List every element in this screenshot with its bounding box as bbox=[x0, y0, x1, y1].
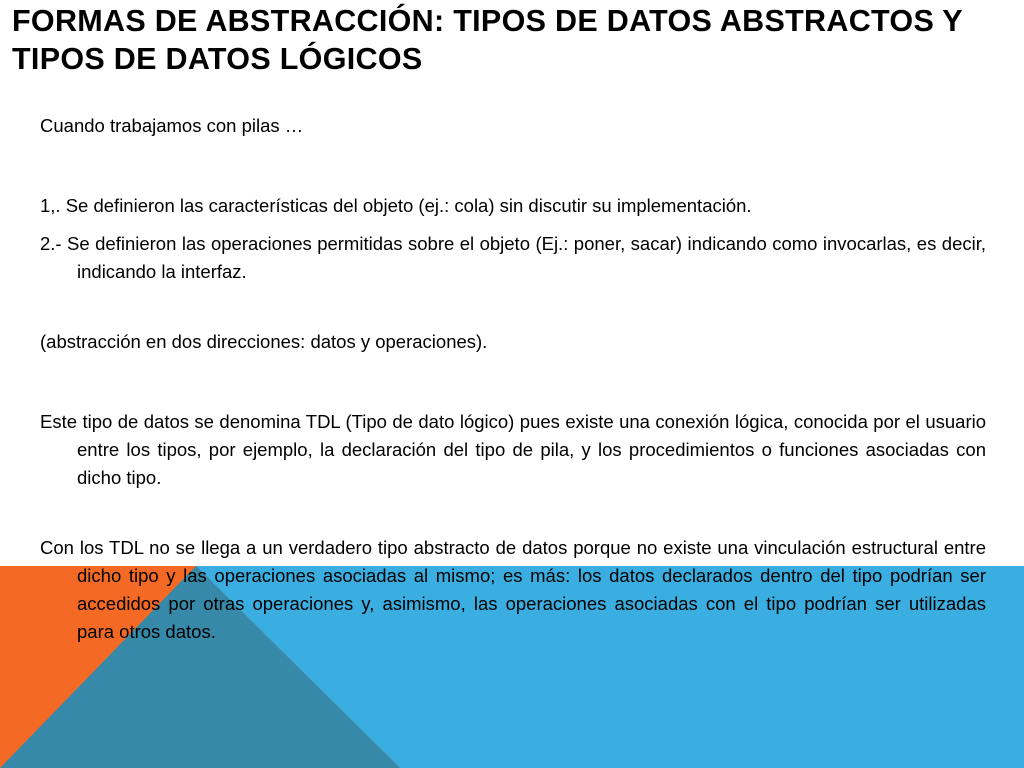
tdl-definition-paragraph: Este tipo de datos se denomina TDL (Tipo de dato lógico) pues existe una conexión lógica, conocida por el usuario entre los tipos, por ejemplo, la declaración del tipo de pila, y los procedimientos o funciones asociadas con dicho tipo. bbox=[40, 411, 986, 488]
intro-paragraph: Cuando trabajamos con pilas … bbox=[40, 115, 304, 136]
slide-body bbox=[40, 112, 986, 646]
slide-title: FORMAS DE ABSTRACCIÓN: TIPOS DE DATOS ABSTRACTOS Y TIPOS DE DATOS LÓGICOS bbox=[12, 4, 963, 76]
tdl-limitation-paragraph: Con los TDL no se llega a un verdadero tipo abstracto de datos porque no existe una vinculación estructural entre dicho tipo y las operaciones asociadas al mismo; es más: los datos declarados dentro del tipo podrían ser accedidos por otras operaciones y, asimismo, las operaciones asociadas con el tipo podrían ser utilizadas para otros datos. bbox=[40, 537, 986, 642]
point-1-paragraph: 1,. Se definieron las características del objeto (ej.: cola) sin discutir su implementación. bbox=[40, 195, 752, 216]
point-2-paragraph: 2.- Se definieron las operaciones permitidas sobre el objeto (Ej.: poner, sacar) indicando como invocarlas, es decir, indicando la interfaz. bbox=[40, 233, 986, 282]
abstraction-paragraph: (abstracción en dos direcciones: datos y operaciones). bbox=[40, 331, 488, 352]
